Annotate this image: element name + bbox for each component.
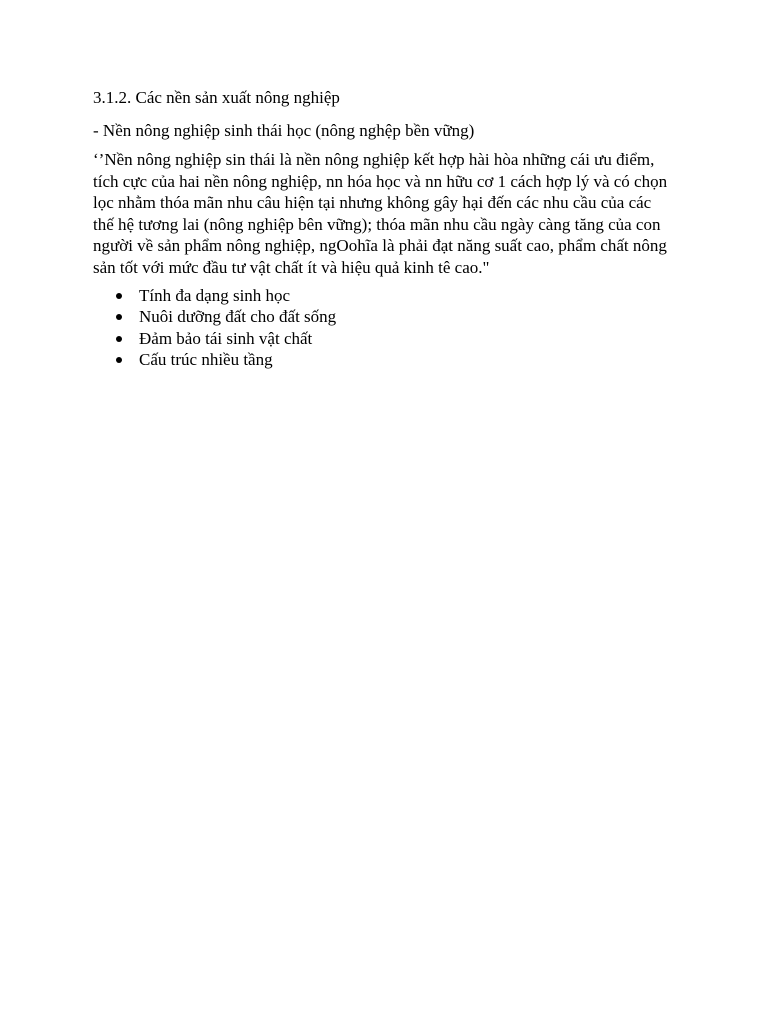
list-item: [93, 285, 693, 307]
bullet-icon: [116, 314, 122, 320]
body-paragraph: ‘’Nền nông nghiệp sin thái là nền nông nghiệp kết hợp hài hòa những cái ưu điểm, tích cực của hai nền nông nghiệp, nn hóa học và nn hữu cơ 1 cách hợp lý và có chọn lọc nhằm thóa mãn nhu câu hiện tại nhưng không gây hại đến các nhu cầu của các thế hệ tương lai (nông nghiệp bên vững); thóa mãn nhu cầu ngày càng tăng của con người về sản phẩm nông nghiệp, ngOohĩa là phải đạt năng suất cao, phẩm chất nông sản tốt với mức đầu tư vật chất ít và hiệu quả kinh tê cao.": [93, 150, 668, 277]
list-item-text: Tính đa dạng sinh học: [139, 285, 291, 305]
document-page: [93, 87, 693, 371]
bullet-icon: [116, 336, 122, 342]
bullet-list: [93, 285, 693, 371]
list-item: [93, 306, 693, 328]
list-item: [93, 349, 693, 371]
list-item: [93, 328, 693, 350]
subsection-heading: - Nền nông nghiệp sinh thái học (nông nghệp bền vững): [93, 121, 475, 140]
list-item-text: Nuôi dưỡng đất cho đất sống: [139, 307, 337, 327]
section-heading: 3.1.2. Các nền sản xuất nông nghiệp: [93, 88, 340, 107]
list-item-text: Đảm bảo tái sinh vật chất: [139, 328, 313, 348]
list-item-text: Cấu trúc nhiều tầng: [139, 350, 273, 370]
bullet-icon: [116, 357, 122, 363]
bullet-icon: [116, 293, 122, 299]
